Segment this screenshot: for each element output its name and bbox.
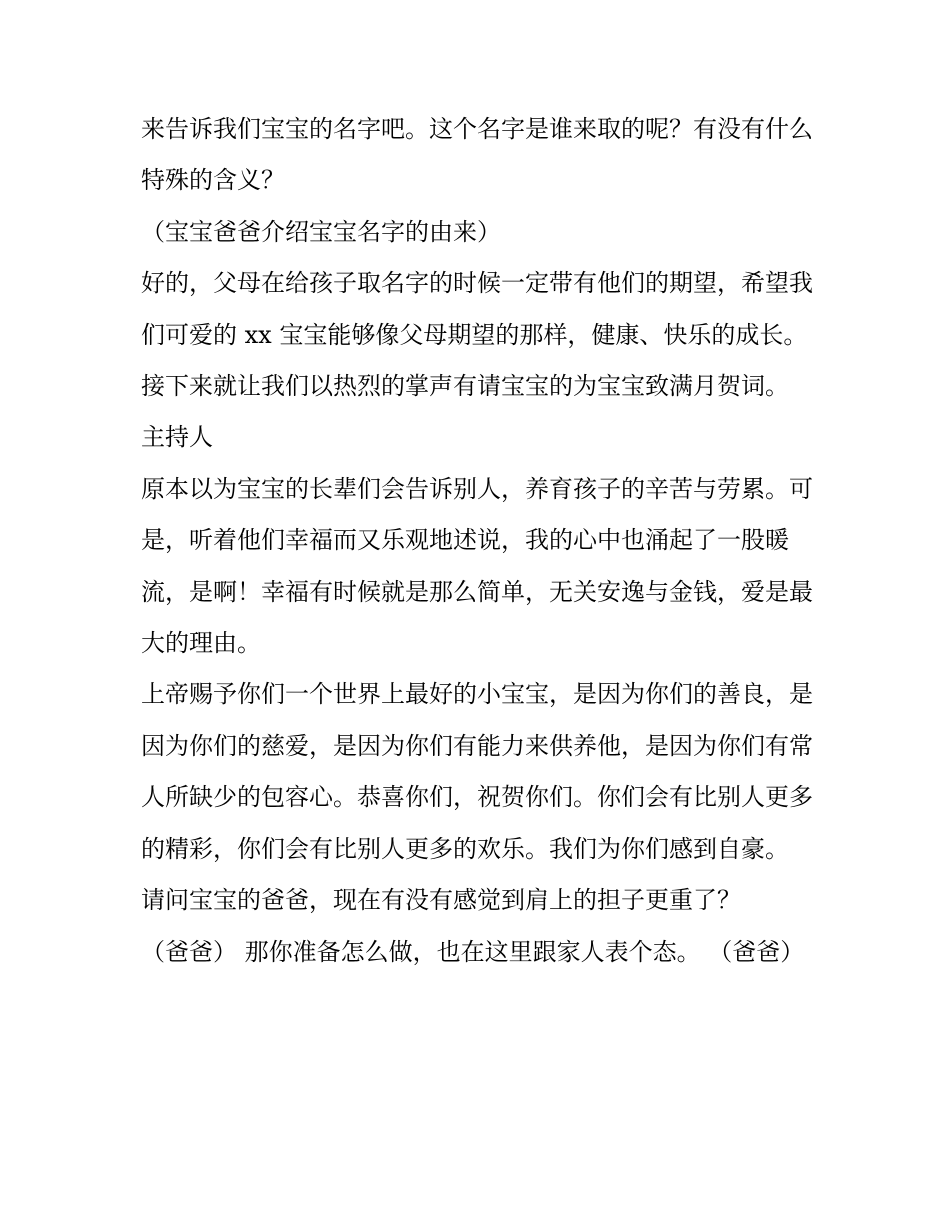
paragraph-elders-happiness: 原本以为宝宝的长辈们会告诉别人，养育孩子的辛苦与劳累。可是，听着他们幸福而又乐观地述说，我的心中也涌起了一股暖流，是啊！幸福有时候就是那么简单，无关安逸与金钱，爱是最大的理由。 <box>141 474 813 658</box>
paragraph-host-label: 主持人 <box>141 423 213 452</box>
paragraph-parents-expectation: 好的，父母在给孩子取名字的时候一定带有他们的期望，希望我们可爱的 xx 宝宝能够像父母期望的那样，健康、快乐的成长。接下来就让我们以热烈的掌声有请宝宝的为宝宝致满月贺词。 <box>141 269 813 401</box>
paragraph-father-response: （爸爸） 那你准备怎么做，也在这里跟家人表个态。 （爸爸） <box>141 937 805 966</box>
paragraph-question-to-father: 请问宝宝的爸爸，现在有没有感觉到肩上的担子更重了？ <box>141 886 741 915</box>
document-body <box>141 104 821 978</box>
paragraph-father-introduces-name: （宝宝爸爸介绍宝宝名字的由来） <box>141 217 501 246</box>
paragraph-baby-name-question: 来告诉我们宝宝的名字吧。这个名字是谁来取的呢？有没有什么特殊的含义？ <box>141 115 813 195</box>
paragraph-blessing: 上帝赐予你们一个世界上最好的小宝宝，是因为你们的善良，是因为你们的慈爱，是因为你们有能力来供养他，是因为你们有常人所缺少的包容心。恭喜你们，祝贺你们。你们会有比别人更多的精彩，你们会有比别人更多的欢乐。我们为你们感到自豪。 <box>141 680 813 863</box>
